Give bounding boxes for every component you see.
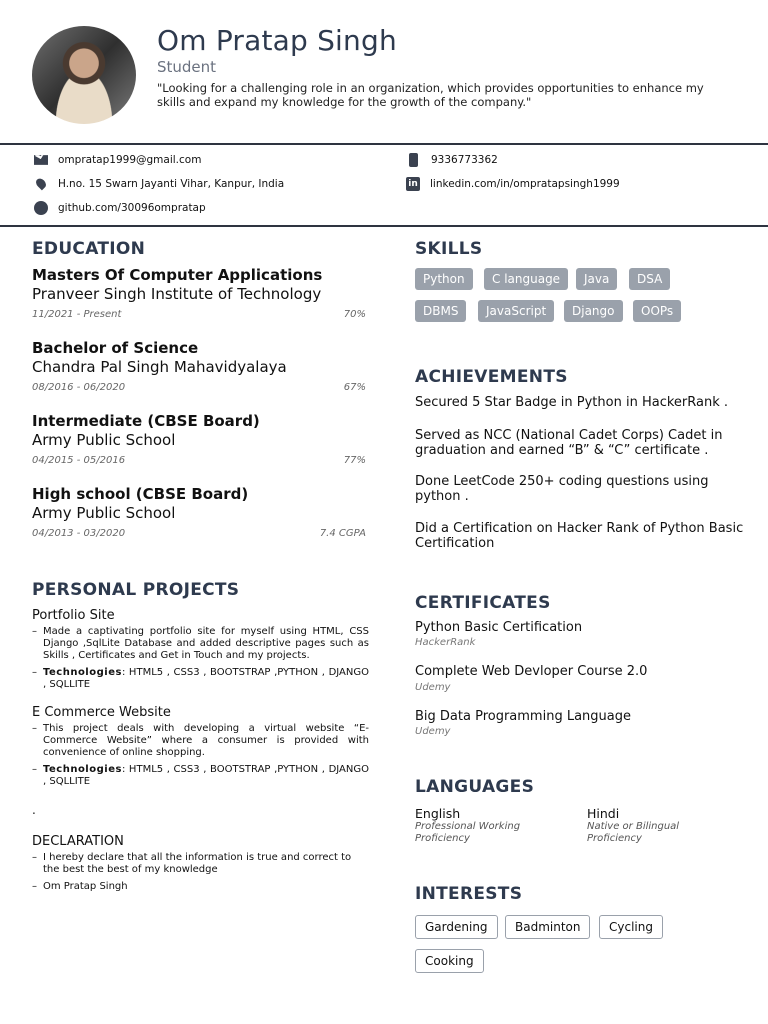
- declaration-signature: – Om Pratap Singh: [32, 881, 369, 893]
- project-technologies: [32, 764, 369, 788]
- github-text[interactable]: github.com/30096ompratap: [58, 202, 206, 214]
- certificate-title: Complete Web Devloper Course 2.0: [415, 664, 648, 679]
- contact-phone[interactable]: [406, 153, 498, 167]
- skill-tag: JavaScript: [478, 300, 554, 322]
- achievements-heading: ACHIEVEMENTS: [415, 367, 568, 387]
- education-meta: [32, 455, 366, 466]
- education-dates: 04/2013 - 03/2020: [32, 528, 126, 539]
- technologies-label: Technologies: [43, 764, 122, 775]
- education-degree: Intermediate (CBSE Board): [32, 412, 260, 430]
- stray-dot: .: [32, 803, 36, 817]
- education-school: Army Public School: [32, 431, 176, 449]
- objective-statement: "Looking for a challenging role in an organization, which provides opportunities to enhance my skills and expand my knowledge for the growth of the company.": [157, 81, 704, 109]
- project-technologies: [32, 667, 369, 691]
- education-meta: [32, 382, 366, 393]
- achievement-item: Done LeetCode 250+ coding questions using python .: [415, 474, 709, 504]
- education-school: Army Public School: [32, 504, 176, 522]
- certificates-heading: CERTIFICATES: [415, 593, 551, 613]
- education-dates: 08/2016 - 06/2020: [32, 382, 126, 393]
- certificate-issuer: Udemy: [415, 726, 451, 737]
- skill-tag: DSA: [629, 268, 670, 290]
- achievement-item: Secured 5 Star Badge in Python in HackerRank .: [415, 395, 728, 410]
- technologies-label: Technologies: [43, 667, 122, 678]
- email-text[interactable]: ompratap1999@gmail.com: [58, 154, 202, 166]
- project-title: E Commerce Website: [32, 705, 171, 720]
- mail-icon: [34, 153, 48, 167]
- technologies-list: : HTML5 , CSS3 , BOOTSTRAP ,PYTHON , DJANGO , SQLLITE: [43, 667, 369, 690]
- skill-tag: Python: [415, 268, 473, 290]
- interest-tag: Gardening: [415, 915, 498, 939]
- interest-tag: Badminton: [505, 915, 590, 939]
- candidate-role: Student: [157, 58, 217, 76]
- contact-linkedin[interactable]: [406, 177, 620, 191]
- education-score: 70%: [343, 309, 366, 320]
- skills-heading: SKILLS: [415, 239, 483, 259]
- education-school: Pranveer Singh Institute of Technology: [32, 285, 322, 303]
- skill-tag: Django: [564, 300, 623, 322]
- education-meta: [32, 309, 366, 320]
- skill-tag: C language: [484, 268, 568, 290]
- education-score: 77%: [343, 455, 366, 466]
- linkedin-icon: in: [406, 177, 420, 191]
- education-score: 7.4 CGPA: [319, 528, 366, 539]
- profile-photo: [32, 26, 136, 124]
- languages-heading: LANGUAGES: [415, 777, 535, 797]
- skill-tag: OOPs: [633, 300, 681, 322]
- linkedin-text[interactable]: linkedin.com/in/ompratapsingh1999: [430, 178, 620, 190]
- address-text: H.no. 15 Swarn Jayanti Vihar, Kanpur, India: [58, 177, 285, 190]
- education-dates: 04/2015 - 05/2016: [32, 455, 126, 466]
- language-level: Native or Bilingual Proficiency: [587, 821, 680, 844]
- header-divider: [0, 143, 768, 145]
- interest-tag: Cooking: [415, 949, 484, 973]
- resume-header: [0, 0, 768, 144]
- certificate-issuer: HackerRank: [415, 637, 476, 648]
- achievement-item: Served as NCC (National Cadet Corps) Cadet in graduation and earned “B” & “C” certificate .: [415, 428, 723, 458]
- education-school: Chandra Pal Singh Mahavidyalaya: [32, 358, 287, 376]
- education-dates: 11/2021 - Present: [32, 309, 122, 320]
- contact-github[interactable]: [34, 201, 206, 215]
- skill-tag: DBMS: [415, 300, 466, 322]
- certificate-issuer: Udemy: [415, 682, 451, 693]
- education-meta: [32, 528, 366, 539]
- location-pin-icon: [34, 177, 48, 191]
- github-icon: [34, 201, 48, 215]
- education-degree: Masters Of Computer Applications: [32, 266, 323, 284]
- language-name: English: [415, 806, 461, 821]
- technologies-list: : HTML5 , CSS3 , BOOTSTRAP ,PYTHON , DJANGO , SQLLITE: [43, 764, 369, 787]
- phone-icon: [409, 153, 418, 167]
- contact-email[interactable]: [34, 153, 201, 167]
- declaration-text: – I hereby declare that all the information is true and correct to the best the best of my knowledge: [32, 852, 368, 876]
- education-score: 67%: [343, 382, 366, 393]
- interest-tag: Cycling: [599, 915, 663, 939]
- language-name: Hindi: [587, 806, 620, 821]
- skill-tag: Java: [576, 268, 617, 290]
- education-heading: EDUCATION: [32, 239, 146, 259]
- contact-divider: [0, 225, 768, 227]
- project-description: – This project deals with developing a virtual website “E-Commerce Website” where a consumer is provided with convenience of online shopping.: [32, 723, 369, 759]
- education-degree: High school (CBSE Board): [32, 485, 249, 503]
- certificate-title: Python Basic Certification: [415, 620, 583, 635]
- achievement-item: Did a Certification on Hacker Rank of Python Basic Certification: [415, 521, 744, 551]
- interests-heading: INTERESTS: [415, 884, 523, 904]
- project-description: – Made a captivating portfolio site for myself using HTML, CSS Django ,SqlLite Database and added descriptive pages such as Skills , Certificates and Get in Touch and my projects.: [32, 626, 369, 662]
- education-degree: Bachelor of Science: [32, 339, 199, 357]
- contact-address: [34, 177, 284, 190]
- phone-text[interactable]: 9336773362: [431, 154, 498, 166]
- declaration-heading: DECLARATION: [32, 834, 124, 849]
- project-title: Portfolio Site: [32, 608, 115, 623]
- candidate-name: Om Pratap Singh: [157, 24, 397, 57]
- language-level: Professional Working Proficiency: [415, 821, 521, 844]
- projects-heading: PERSONAL PROJECTS: [32, 580, 240, 600]
- certificate-title: Big Data Programming Language: [415, 709, 631, 724]
